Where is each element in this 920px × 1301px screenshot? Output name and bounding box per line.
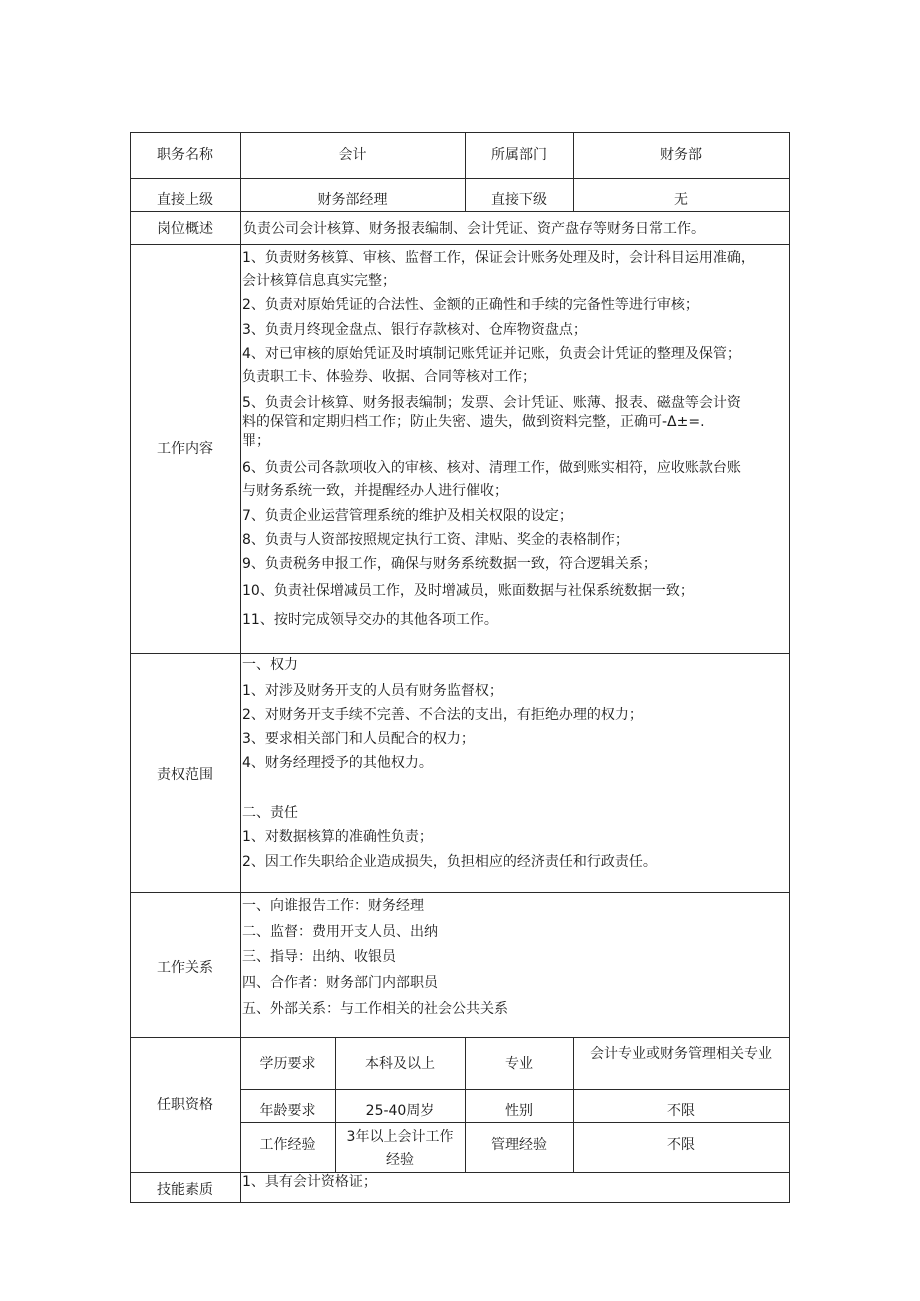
gender-label: 性别 — [505, 1103, 533, 1119]
position-name-label: 职务名称 — [157, 147, 213, 163]
authority-label: 责权范围 — [157, 767, 213, 783]
label-column-divider — [240, 132, 241, 1203]
direct-superior-value: 财务部经理 — [317, 192, 388, 208]
major-label: 专业 — [505, 1056, 533, 1072]
authority-line: 1、对涉及财务开支的人员有财务监督权； — [242, 683, 503, 699]
management-label: 管理经验 — [491, 1137, 547, 1153]
work-content-line: 4、对已审核的原始凭证及时填制记账凭证并记账，负责会计凭证的整理及保管； — [242, 346, 741, 362]
work-content-line: 3、负责月终现金盘点、银行存款核对、仓库物资盘点； — [242, 322, 587, 338]
row-divider — [130, 892, 790, 893]
department-value: 财务部 — [660, 147, 702, 163]
age-value: 25-40周岁 — [365, 1103, 435, 1119]
row-divider — [130, 178, 790, 179]
authority-line: 二、责任 — [242, 805, 298, 821]
skills-label: 技能素质 — [157, 1182, 213, 1198]
direct-subordinate-label: 直接下级 — [491, 192, 547, 208]
table-border-left — [130, 132, 131, 1203]
authority-line: 2、因工作失职给企业造成损失，负担相应的经济责任和行政责任。 — [242, 854, 657, 870]
gender-value: 不限 — [667, 1103, 695, 1119]
table-border-bottom — [130, 1202, 790, 1203]
row-divider — [130, 211, 790, 212]
work-content-label: 工作内容 — [157, 441, 213, 457]
overview-text: 负责公司会计核算、财务报表编制、会计凭证、资产盘存等财务日常工作。 — [243, 221, 705, 237]
position-name-value: 会计 — [338, 147, 367, 163]
management-value: 不限 — [667, 1137, 695, 1153]
work-content-line: 7、负责企业运营管理系统的维护及相关权限的设定； — [242, 508, 573, 524]
age-label: 年龄要求 — [259, 1103, 316, 1119]
relations-line: 一、向谁报告工作：财务经理 — [242, 898, 424, 914]
experience-label: 工作经验 — [259, 1137, 316, 1153]
direct-subordinate-value: 无 — [674, 192, 688, 208]
relations-line: 三、指导：出纳、收银员 — [242, 949, 396, 965]
major-value: 会计专业或财务管理相关专业 — [590, 1046, 772, 1062]
education-label: 学历要求 — [259, 1056, 316, 1072]
table-border-right — [789, 132, 790, 1203]
work-content-line: 5、负责会计核算、财务报表编制；发票、会计凭证、账薄、报表、磁盘等会计资 — [242, 395, 741, 411]
work-content-line: 料的保管和定期归档工作；防止失密、遗失，做到资料完整，正确可-Δ±=. — [242, 414, 705, 430]
work-content-line: 10、负责社保增减员工作，及时增减员，账面数据与社保系统数据一致； — [242, 583, 694, 599]
relations-line: 五、外部关系：与工作相关的社会公共关系 — [242, 1001, 508, 1017]
qualifications-label: 任职资格 — [157, 1097, 213, 1113]
work-content-line: 与财务系统一致，并提醒经办人进行催收； — [242, 483, 508, 499]
work-content-line: 会计核算信息真实完整； — [242, 273, 396, 289]
work-content-line: 9、负责税务申报工作，确保与财务系统数据一致，符合逻辑关系； — [242, 556, 657, 572]
work-content-line: 11、按时完成领导交办的其他各项工作。 — [242, 612, 498, 628]
relations-label: 工作关系 — [157, 960, 213, 976]
qual-row-divider — [240, 1122, 790, 1123]
relations-line: 二、监督：费用开支人员、出纳 — [242, 924, 438, 940]
department-label: 所属部门 — [491, 147, 547, 163]
relations-line: 四、合作者：财务部门内部职员 — [242, 975, 438, 991]
skills-line: 1、具有会计资格证； — [242, 1174, 377, 1190]
row-divider — [130, 1037, 790, 1038]
work-content-line: 6、负责公司各款项收入的审核、核对、清理工作，做到账实相符，应收账款台账 — [242, 460, 741, 476]
row-divider — [130, 1172, 790, 1173]
authority-line: 一、权力 — [242, 657, 298, 673]
experience-value-line1: 3年以上会计工作 — [346, 1129, 454, 1145]
experience-value-line2: 经验 — [386, 1152, 414, 1168]
table-border-top — [130, 132, 790, 133]
authority-line: 1、对数据核算的准确性负责； — [242, 829, 433, 845]
direct-superior-label: 直接上级 — [157, 192, 213, 208]
row-divider — [130, 244, 790, 245]
qual-row-divider — [240, 1089, 790, 1090]
work-content-line: 罪； — [242, 433, 270, 449]
row-divider — [130, 653, 790, 654]
work-content-line: 负责职工卡、体验券、收据、合同等核对工作； — [242, 369, 536, 385]
education-value: 本科及以上 — [365, 1056, 435, 1072]
work-content-line: 2、负责对原始凭证的合法性、金额的正确性和手续的完备性等进行审核； — [242, 297, 699, 313]
work-content-line: 1、负责财务核算、审核、监督工作，保证会计账务处理及时，会计科目运用准确， — [242, 250, 755, 266]
authority-line: 4、财务经理授予的其他权力。 — [242, 755, 433, 771]
authority-line: 3、要求相关部门和人员配合的权力； — [242, 731, 475, 747]
authority-line: 2、对财务开支手续不完善、不合法的支出，有拒绝办理的权力； — [242, 707, 643, 723]
overview-label: 岗位概述 — [157, 221, 213, 237]
work-content-line: 8、负责与人资部按照规定执行工资、津贴、奖金的表格制作； — [242, 532, 629, 548]
